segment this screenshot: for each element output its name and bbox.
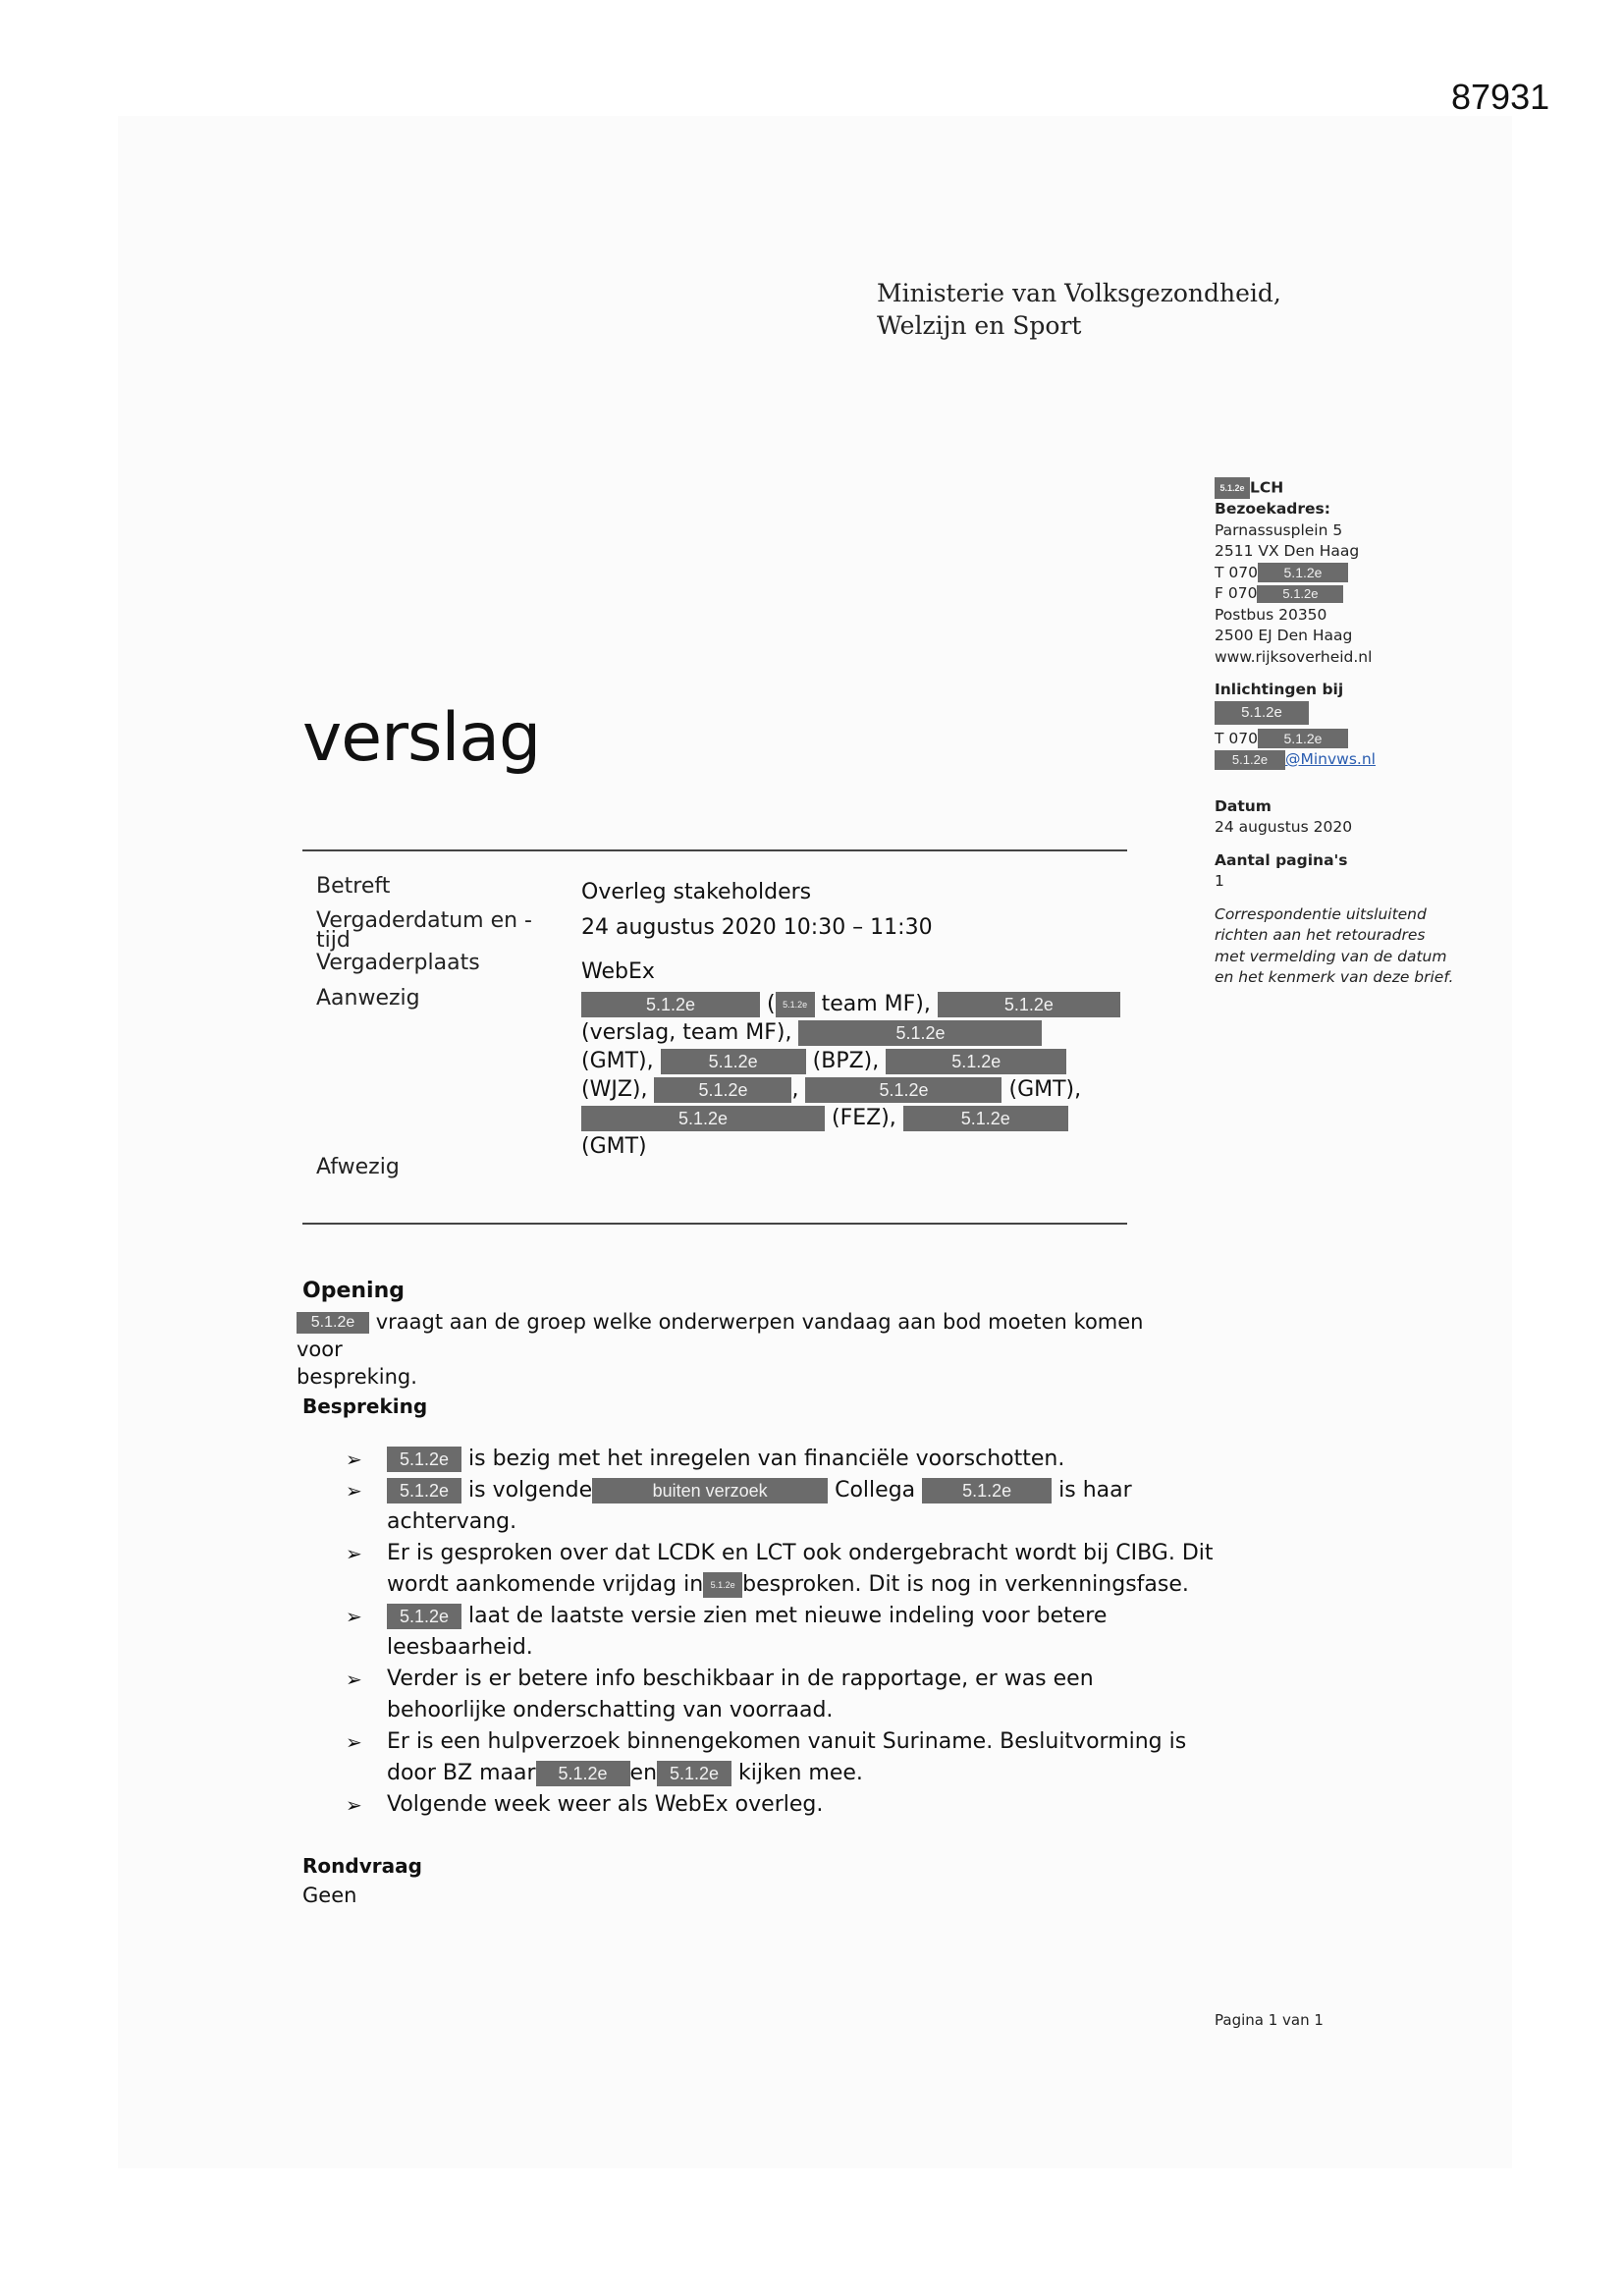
telephone: T 070 5.1.2e [1215, 563, 1509, 584]
list-item: ➢ Verder is er betere info beschikbaar in de rapportage, er was een behoorlijke onderschatting van voorraad. [346, 1667, 1094, 1722]
ministry-logo-text [877, 277, 1281, 342]
datetime-label: Vergaderdatum en - tijd [316, 908, 532, 953]
info-email [1215, 749, 1509, 771]
rondvraag-text: Geen [302, 1884, 357, 1907]
discussion-list [346, 1444, 1229, 1821]
datetime-value: 24 augustus 2020 10:30 – 11:30 [581, 915, 933, 940]
visit-address-label: Bezoekadres: [1215, 500, 1330, 518]
redaction-block: 5.1.2e [922, 1478, 1052, 1503]
pages-label: Aantal pagina's [1215, 850, 1348, 869]
redaction-block: 5.1.2e [387, 1604, 461, 1629]
redaction-block: 5.1.2e [798, 1020, 1042, 1046]
redaction-block: 5.1.2e [1257, 585, 1343, 603]
redaction-block: 5.1.2e [1215, 701, 1309, 725]
correspondence-note: Correspondentie uitsluitend richten aan het retouradres met vermelding van de datum en het kenmerk van deze brief. [1215, 904, 1454, 986]
redaction-block: 5.1.2e [536, 1761, 630, 1786]
opening-heading: Opening [302, 1279, 405, 1303]
redaction-block: 5.1.2e [886, 1049, 1066, 1074]
redaction-block: 5.1.2e [1215, 750, 1285, 770]
redaction-block: 5.1.2e [903, 1106, 1068, 1131]
absent-label: Afwezig [316, 1155, 400, 1179]
city: 2511 VX Den Haag [1215, 542, 1360, 560]
info-telephone: T 070 5.1.2e [1215, 729, 1509, 750]
fax: F 070 5.1.2e [1215, 583, 1509, 605]
redaction-block: 5.1.2e [1258, 729, 1348, 748]
list-item: ➢ Volgende week weer als WebEx overleg. [346, 1792, 824, 1817]
redaction-block: 5.1.2e [661, 1049, 806, 1074]
ministry-line-1: Ministerie van Volksgezondheid, [877, 279, 1281, 307]
postbox: Postbus 20350 [1215, 605, 1327, 624]
discussion-heading: Bespreking [302, 1394, 428, 1418]
page-title: verslag [302, 699, 541, 777]
place-value: WebEx [581, 959, 655, 984]
redaction-block: 5.1.2e [1258, 563, 1348, 582]
list-item: ➢ 5.1.2e is bezig met het inregelen van financiële voorschotten. [346, 1447, 1065, 1471]
place-label: Vergaderplaats [316, 951, 480, 975]
rondvraag-heading: Rondvraag [302, 1854, 422, 1878]
street: Parnassusplein 5 [1215, 520, 1343, 539]
list-item: ➢ Er is gesproken over dat LCDK en LCT ook ondergebracht wordt bij CIBG. Dit wordt aankomende vrijdag in 5.1.2e besproken. Dit is nog in verkenningsfase. [346, 1541, 1214, 1597]
subject-label: Betreft [316, 874, 391, 899]
department: 5.1.2e LCH [1215, 477, 1509, 499]
info-contact [1215, 701, 1509, 725]
redaction-block: 5.1.2e [297, 1312, 369, 1334]
present-value: 5.1.2e ( 5.1.2e team MF), 5.1.2e (verslag, team MF), 5.1.2e (GMT), 5.1.2e (BPZ), 5.1.2e (WJZ), 5.1.2e , 5.1.2e (GMT), 5.1.2e (FEZ), 5.1.2e (GMT) [581, 990, 1120, 1161]
redaction-block: 5.1.2e [703, 1572, 742, 1598]
pages-value: 1 [1215, 872, 1224, 890]
redaction-block: 5.1.2e [387, 1447, 461, 1472]
present-label: Aanwezig [316, 986, 420, 1011]
sender-sidebar [1215, 477, 1509, 989]
redaction-block: 5.1.2e [581, 992, 760, 1017]
ministry-line-2: Welzijn en Sport [877, 311, 1082, 340]
date-value: 24 augustus 2020 [1215, 818, 1353, 836]
email-link[interactable]: @Minvws.nl [1285, 750, 1376, 768]
redaction-block: 5.1.2e [581, 1106, 825, 1131]
redaction-block: 5.1.2e [654, 1077, 791, 1103]
redaction-block: 5.1.2e [805, 1077, 1001, 1103]
redaction-block: buiten verzoek [592, 1478, 828, 1503]
redaction-block: 5.1.2e [657, 1761, 731, 1786]
website: www.rijksoverheid.nl [1215, 647, 1373, 666]
redaction-block: 5.1.2e [776, 992, 815, 1017]
document-id: 87931 [1451, 77, 1550, 117]
redaction-block: 5.1.2e [938, 992, 1120, 1017]
redaction-block: 5.1.2e [387, 1478, 461, 1503]
post-city: 2500 EJ Den Haag [1215, 627, 1353, 644]
list-item: ➢ 5.1.2e laat de laatste versie zien met nieuwe indeling voor betere leesbaarheid. [346, 1604, 1108, 1660]
redaction-block: 5.1.2e [1215, 477, 1250, 499]
divider-bottom [302, 1223, 1127, 1225]
page-footer: Pagina 1 van 1 [1215, 2011, 1324, 2029]
info-label: Inlichtingen bij [1215, 681, 1344, 698]
list-item: ➢ 5.1.2e is volgende buiten verzoek Collega 5.1.2e is haar achtervang. [346, 1478, 1132, 1534]
divider-top [302, 849, 1127, 851]
subject-value: Overleg stakeholders [581, 880, 812, 904]
opening-text: 5.1.2e vraagt aan de groep welke onderwerpen vandaag aan bod moeten komen voor bespreking. [297, 1310, 1144, 1389]
date-label: Datum [1215, 796, 1272, 815]
list-item: ➢ Er is een hulpverzoek binnengekomen vanuit Suriname. Besluitvorming is door BZ maar 5.1.2e en 5.1.2e kijken mee. [346, 1729, 1187, 1785]
